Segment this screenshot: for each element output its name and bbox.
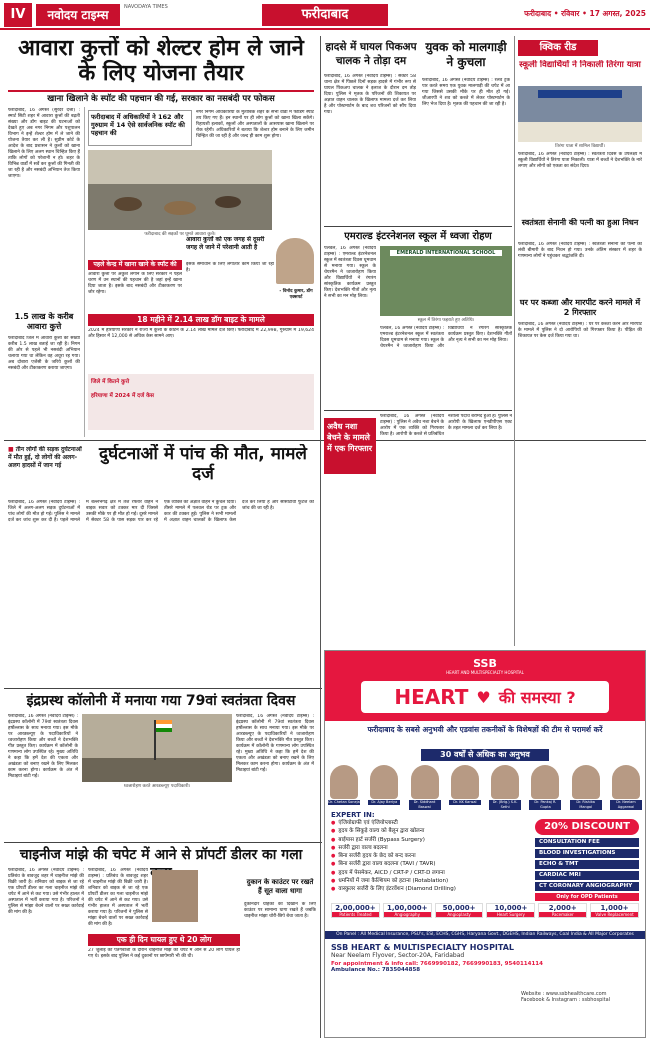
students-illustration xyxy=(518,86,642,142)
quick-read-body: फरीदाबाद, 16 अगस्त (नवोदय टाइम्स) : स्वतंत्रता दिवस के उपलक्ष्य में स्कूली विद्यार्थियों ने तिरंगा यात्रा निकाली। यात्रा में बच्चों ने देशभक्ति के नारे लगाए और लोगों को एकता का संदेश दिया। xyxy=(518,152,642,169)
stat-value: 10,000+ xyxy=(494,904,528,912)
doctor-name: Dr. (Brig.) S.K. Sethi xyxy=(489,800,521,810)
ad-phone[interactable]: For appointment & info call: 7669990182, 7669990183, 9540114114 xyxy=(331,961,543,967)
story7-headline: एमराल्ड इंटरनेशनल स्कूल में ध्वजा रोहण xyxy=(344,231,492,242)
lead-photo-caption: फरीदाबाद की सड़कों पर घूमते आवारा कुत्ते। xyxy=(144,232,216,237)
ad-experience: 30 वर्षों से अधिक का अनुभव xyxy=(421,749,549,761)
quick-read-label: क्विक रीड xyxy=(518,40,598,56)
ad-expert-label: EXPERT IN: xyxy=(331,811,375,819)
doctor-card xyxy=(611,765,641,810)
story4-box-title: दुकान के काउंटर पर रखते हैं सूत वाला धागा xyxy=(246,878,314,895)
doctor-card xyxy=(530,765,560,810)
expertise-item: ● सर्जरी द्वारा वाल्व बदलना xyxy=(331,844,531,852)
doctor-photo xyxy=(531,765,559,799)
story2-headline: दुर्घटनाओं में पांच की मौत, मामले दर्ज xyxy=(99,444,307,484)
stat-card xyxy=(331,903,380,918)
story4-body: फरीदाबाद, 16 अगस्त (नवोदय टाइम्स) : प्रतिबंध के बावजूद शहर में चाइनीज मांझे की बिक्री जारी है। शनिवार को बाइक से जा रहे एक प्रॉपर्टी डीलर का गला चाइनीज मांझे की चपेट में आने से कट गया। उसे गंभीर हालत में अस्पताल में भर्ती कराया गया है। परिजनों ने पुलिस से मांझा बेचने वालों पर सख्त कार्रवाई की मांग की है। xyxy=(8,868,84,915)
story7-body-2: पलवल, 16 अगस्त (नवोदय टाइम्स) : एमराल्ड इंटरनेशनल स्कूल में स्वतंत्रता दिवस धूमधाम से मनाया गया। स्कूल के चेयरमैन ने ध्वजारोहण किया और विद्यार्थियों ने रंगारंग सांस्कृतिक कार्यक्रम प्रस्तुत किए। देशभक्ति गीतों और नृत्य ने सभी का मन मोह लिया। xyxy=(380,326,512,349)
ad-doctors xyxy=(325,765,645,810)
ad-brand: SSB xyxy=(473,657,497,670)
stat-value: 2,000+ xyxy=(548,904,577,912)
story3-photo xyxy=(82,714,232,782)
ad-expertise xyxy=(331,811,531,894)
ad-heart: HEART xyxy=(394,685,469,709)
stats-note-2: हरियाणा में 2024 में दर्ज केस xyxy=(91,393,155,399)
ad-stats xyxy=(331,903,639,918)
flag-hoisting-illustration xyxy=(82,714,232,782)
stat-label: Patients Treated xyxy=(332,912,379,917)
stat-card xyxy=(383,903,432,918)
divider xyxy=(84,107,85,437)
quick-read-body-3: फरीदाबाद, 16 अगस्त (नवोदय टाइम्स) : घर पर कब्जा करने और मारपीट के मामले में पुलिस ने दो आरोपियों को गिरफ्तार किया है। पीड़ित की शिकायत पर केस दर्ज किया गया था। xyxy=(518,322,642,339)
stat-label: Heart Surgery xyxy=(487,912,534,917)
discount-item: CT CORONARY ANGIOGRAPHY xyxy=(535,882,639,891)
story6-headline: युवक को मालगाड़ी ने कुचला xyxy=(425,40,507,69)
ad-discount-note: Only for OPD Patients xyxy=(535,893,639,901)
doctor-photo xyxy=(330,765,358,799)
story2-bullet-text: तीन लोगों की सड़क दुर्घटनाओं में मौत हुई, दो लोगों की अलग-अलग हादसों में जान गई xyxy=(8,446,82,469)
red-para-1: आवारा कुत्तों पर अंकुश लगाने के लिए सरकार ने पहले चरण में उन स्थानों की पहचान की है जहां इन्हें खाना दिया जाता है। इसके बाद नसबंदी और टीकाकरण पर जोर रहेगा। xyxy=(88,272,182,295)
lead-photo-dogs xyxy=(88,150,272,230)
stat-card xyxy=(435,903,484,918)
doctor-card xyxy=(369,765,399,810)
doctor-photo xyxy=(451,765,479,799)
stat-value: 50,000+ xyxy=(442,904,476,912)
ad-discount xyxy=(535,819,639,901)
discount-item: CARDIAC MRI xyxy=(535,871,639,880)
red-bar-2: 18 महीने में 2.14 लाख डॉग बाइट के मामले xyxy=(88,314,314,326)
quick-read-body-2: फरीदाबाद, 16 अगस्त (नवोदय टाइम्स) : स्वतंत्रता सेनानी की पत्नी का लंबी बीमारी के बाद निधन हो गया। उनके अंतिम संस्कार में शहर के गणमान्य लोगों ने पहुंचकर श्रद्धांजलि दी। xyxy=(518,242,642,259)
ad-discount-title: 20% DISCOUNT xyxy=(535,819,639,835)
stat-value: 2,00,000+ xyxy=(335,904,376,912)
doctor-card xyxy=(490,765,520,810)
divider xyxy=(320,36,321,1038)
story7-caption: स्कूल में तिरंगा फहराते हुए अतिथि। xyxy=(417,318,475,323)
ad-web-block xyxy=(521,991,641,1003)
story3-body-2: फरीदाबाद, 16 अगस्त (नवोदय टाइम्स) : इंद्रप्रस्थ कॉलोनी में 79वां स्वतंत्रता दिवस हर्षोल्लास के साथ मनाया गया। इस मौके पर आरडब्ल्यूए के पदाधिकारियों ने ध्वजारोहण किया और बच्चों ने देशभक्ति गीत प्रस्तुत किए। कार्यक्रम में कॉलोनी के गणमान्य लोग उपस्थित रहे। मुख्य अतिथि ने कहा कि हमें देश की एकता और अखंडता को बनाए रखने के लिए मिलकर काम करना होगा। कार्यक्रम के अंत में मिठाइयां बांटी गईं। xyxy=(236,714,314,773)
story4-red-bar: एक ही दिन घायल हुए थे 20 लोग xyxy=(88,934,240,946)
divider xyxy=(4,842,322,843)
dateline: फरीदाबाद • रविवार • 17 अगस्त, 2025 xyxy=(524,9,646,18)
lead-headline: आवारा कुत्तों को शेल्टर होम ले जाने के लिए योजना तैयार xyxy=(18,36,304,86)
ad-heart-question: की समस्या ? xyxy=(498,688,576,707)
story3-photo-caption: ध्वजारोहण करते आरडब्ल्यूए पदाधिकारी। xyxy=(123,784,191,789)
stat-card xyxy=(538,903,587,918)
masthead xyxy=(0,0,650,30)
doctor-photo xyxy=(370,765,398,799)
ad-tagline: फरीदाबाद के सबसे अनुभवी और एडवांस तकनीकों के विशेषज्ञों की टीम से परामर्श करें xyxy=(367,725,603,734)
discount-item: BLOOD INVESTIGATIONS xyxy=(535,849,639,858)
quick-read-photo xyxy=(518,86,642,142)
red-para-2: 2024 में हरियाणा सरकार ने राज्य में कुत्तों के काटने के 2.14 लाख मामले दर्ज किए। फरीदाबाद में 22,998, गुरुग्राम में 19,624 और हिसार में 12,000 से अधिक केस सामने आए। xyxy=(88,328,314,339)
story2-bullet xyxy=(8,446,84,470)
divider xyxy=(4,688,322,689)
divider xyxy=(324,226,512,227)
expertise-item: ● एंजियोग्राफी एवं एंजियोप्लास्टी xyxy=(331,819,531,827)
stat-label: Angioplasty xyxy=(436,912,483,917)
divider xyxy=(324,410,512,411)
box-text: फरीदाबाद जिले में आवारा कुत्तों की संख्या करीब 1.5 लाख बताई जा रही है। निगम की ओर से पहले भी नसबंदी अभियान चलाया गया था लेकिन वह अधूरा रह गया। अब दोबारा एजेंसी के जरिये कुत्तों की नसबंदी और टीकाकरण कराया जाएगा। xyxy=(8,336,80,371)
doctor-name: Dr. KK Kansal xyxy=(449,800,481,805)
quick-read-caption: तिरंगा यात्रा में शामिल विद्यार्थी। xyxy=(555,144,605,149)
stat-label: Pacemaker xyxy=(539,912,586,917)
stat-value: 1,000+ xyxy=(600,904,629,912)
story3-body: फरीदाबाद, 16 अगस्त (नवोदय टाइम्स) : इंद्रप्रस्थ कॉलोनी में 79वां स्वतंत्रता दिवस हर्षोल्लास के साथ मनाया गया। इस मौके पर आरडब्ल्यूए के पदाधिकारियों ने ध्वजारोहण किया और बच्चों ने देशभक्ति गीत प्रस्तुत किए। कार्यक्रम में कॉलोनी के गणमान्य लोग उपस्थित रहे। मुख्य अतिथि ने कहा कि हमें देश की एकता और अखंडता को बनाए रखने के लिए मिलकर काम करना होगा। कार्यक्रम के अंत में मिठाइयां बांटी गईं। xyxy=(8,714,78,779)
doctor-photo xyxy=(411,765,439,799)
story4-box-text: दुकानदार ग्राहकों को दिखाने के लिए काउंटर पर सामान्य धागा रखते हैं जबकि चाइनीज मांझा चोरी-छिपे बेचा जाता है। xyxy=(244,902,316,919)
story8-body: फरीदाबाद, 16 अगस्त (नवोदय टाइम्स) : पुलिस ने अवैध नशा बेचने के आरोप में एक व्यक्ति को गिरफ्तार किया है। आरोपी के कब्जे से प्रतिबंधित नशीला पदार्थ बरामद हुआ है। पुलिस ने आरोपी के खिलाफ एनडीपीएस एक्ट के तहत मामला दर्ज कर लिया है। xyxy=(380,414,512,437)
ad-discount-list xyxy=(535,838,639,891)
expertise-item: ● बिना सर्जरी हृदय के छेद को बन्द करना xyxy=(331,852,531,860)
ad-expertise-list xyxy=(331,819,531,894)
doctor-card xyxy=(329,765,359,810)
expertise-item: ● हृदय में पेसमेकर, AICD / CRT-P / CRT-D लगाना xyxy=(331,869,531,877)
doctor-name: Dr. Ajay Beriya xyxy=(368,800,400,805)
story7-body: पलवल, 16 अगस्त (नवोदय टाइम्स) : एमराल्ड इंटरनेशनल स्कूल में स्वतंत्रता दिवस धूमधाम से मनाया गया। स्कूल के चेयरमैन ने ध्वजारोहण किया और विद्यार्थियों ने रंगारंग सांस्कृतिक कार्यक्रम प्रस्तुत किए। देशभक्ति गीतों और नृत्य ने सभी का मन मोह लिया। xyxy=(324,246,376,299)
divider xyxy=(8,90,314,92)
doctor-card xyxy=(571,765,601,810)
doctor-name: Dr. Rishika Mangal xyxy=(570,800,602,810)
story7-photo xyxy=(380,246,512,316)
expertise-item: ● बिना सर्जरी द्वारा वाल्व बदलना (TAVI / TAVR) xyxy=(331,860,531,868)
stat-card xyxy=(590,903,639,918)
story4-body-2: फरीदाबाद, 16 अगस्त (नवोदय टाइम्स) : प्रतिबंध के बावजूद शहर में चाइनीज मांझे की बिक्री जारी है। शनिवार को बाइक से जा रहे एक प्रॉपर्टी डीलर का गला चाइनीज मांझे की चपेट में आने से कट गया। उसे गंभीर हालत में अस्पताल में भर्ती कराया गया है। परिजनों ने पुलिस से मांझा बेचने वालों पर सख्त कार्रवाई की मांग की है। xyxy=(88,868,148,927)
expertise-item: ● वास्कुलर सर्जरी के लिए इंटरवेंशन (Diamond Drilling) xyxy=(331,885,531,893)
bullet-icon: ■ xyxy=(8,446,16,453)
stat-card xyxy=(486,903,535,918)
ad-address-name: SSB HEART & MULTISPECIALTY HOSPITAL xyxy=(331,943,515,952)
red-bar-1: पहले केन्द्र में खाना खाने के स्पॉट की xyxy=(88,260,182,270)
stats-note: जिले में कितने कुत्ते xyxy=(91,379,130,385)
story5-body: फरीदाबाद, 16 अगस्त (नवोदय टाइम्स) : सेक्टर 58 थाना क्षेत्र में पिछले दिनों सड़क हादसे में गंभीर रूप से घायल पिकअप चालक ने इलाज के दौरान दम तोड़ दिया। पुलिस ने मृतक के परिजनों की शिकायत पर अज्ञात वाहन चालक के खिलाफ मामला दर्ज कर लिया है और पोस्टमार्टम के बाद शव परिजनों को सौंप दिया गया। xyxy=(324,74,416,115)
paper-tagline: NAVODAYA TIMES xyxy=(124,4,168,10)
stats-panel xyxy=(88,374,314,430)
doctor-name: Dr. Neelam Aggarwal xyxy=(610,800,642,810)
quote-name: - विनोद कुमार, डॉग एक्सपर्ट xyxy=(279,289,313,300)
quote-title: आवारा कुत्तों को एक जगह से दूसरी जगह ले जाने में परेशानी आती है xyxy=(186,236,265,251)
lead-side-text: फरीदाबाद, 16 अगस्त (सुरेंदर दत्ता) : स्मार्ट सिटी शहर में आवारा कुत्तों की बढ़ती संख्या और डॉग बाइट की घटनाओं को देखते हुए अब नगर निगम और पशुपालन विभाग ने इन्हें शेल्टर होम में ले जाने की योजना तैयार कर ली है। सुप्रीम कोर्ट के आदेश के बाद प्रशासन ने कुत्तों को खाना खिलाने के लिए अलग स्थान चिन्हित किए हैं ताकि लोगों को परेशानी न हो। शहर के विभिन्न वार्डों में सर्वे कर कुत्तों की गिनती की जा रही है और नसबंदी अभियान तेज किया जाएगा। xyxy=(8,108,80,179)
ad-heart-banner xyxy=(361,681,609,713)
story5-headline: हादसे में घायल पिकअप चालक ने तोड़ा दम xyxy=(325,41,417,67)
doctor-name: Dr. Pankaj R. Gupta xyxy=(529,800,561,810)
story4-headline: चाइनीज मांझे की चपेट में आने से प्रॉपर्टी डीलर का गला xyxy=(19,847,303,863)
quick-read-h3: घर पर कब्जा और मारपीट करने मामले में 2 गिरफ्तार xyxy=(519,298,641,317)
doctor-card xyxy=(410,765,440,810)
story3-headline: इंद्रप्रस्थ कॉलोनी में मनाया गया 79वां स्वतंत्रता दिवस xyxy=(26,693,296,709)
story8-box: अवैध नशा बेचने के मामले में एक गिरफ्तार xyxy=(324,418,376,474)
hospital-ad[interactable] xyxy=(324,650,646,1038)
story4-red-para: 27 जुलाई को पतंगबाजी के दौरान चाइनीज मांझे की चपेट में आने से 20 लोग घायल हो गए थे। इसके बाद पुलिस ने कई दुकानों पर छापेमारी भी की थी। xyxy=(88,948,240,959)
quote-photo xyxy=(276,238,314,284)
page-number: IV xyxy=(4,3,32,27)
lead-subheadline: खाना खिलाने के स्पॉट की पहचान की गई, सरकार का नसबंदी पर फोकस xyxy=(47,94,275,104)
ad-ambulance[interactable]: Ambulance No.: 7835044858 xyxy=(331,967,421,973)
doctor-name: Dr. Chetan Soneja xyxy=(328,800,360,804)
quick-read-headline: स्कूली विद्यार्थियों ने निकाली तिरंगा यात्रा xyxy=(519,60,641,70)
discount-item: CONSULTATION FEE xyxy=(535,838,639,847)
ad-address: Near Neelam Flyover, Sector-20A, Faridabad xyxy=(331,952,465,959)
highlight-box: फरीदाबाद में अधिकारियों ने 162 और गुरुग्राम में 14 ऐसे सार्वजनिक स्पॉट की पहचान की xyxy=(88,110,192,146)
doctor-photo xyxy=(572,765,600,799)
story2-body: फरीदाबाद, 16 अगस्त (नवोदय टाइम्स) : जिले में अलग-अलग सड़क दुर्घटनाओं में पांच लोगों की मौत हो गई। पुलिस ने मामले दर्ज कर जांच शुरू कर दी है। पहले मामले में बल्लभगढ़ क्षेत्र में तेज रफ्तार वाहन ने बाइक सवार को टक्कर मार दी जिससे उसकी मौके पर ही मौत हो गई। दूसरे मामले में सेक्टर 58 के पास सड़क पार कर रहे एक व्यक्ति को अज्ञात वाहन ने कुचल दिया। तीसरे मामले में पलवल रोड पर ट्रक और कार की टक्कर हुई। पुलिस ने सभी मामलों में अज्ञात वाहन चालकों के खिलाफ केस दर्ज कर लिया है और सीसीटीवी फुटेज की जांच की जा रही है। xyxy=(8,500,314,523)
quote-text: इसके समाधान के लिए लगातार काम किया जा रहा है। xyxy=(186,262,274,273)
doctor-card xyxy=(450,765,480,810)
expertise-item: ● हृदय के सिकुड़े वाल्व को बैलून द्वारा खोलना xyxy=(331,827,531,835)
discount-item: ECHO & TMT xyxy=(535,860,639,869)
lead-body: नगर निगम अधिकारियों के मुताबिक शहर के सभी वार्डों में फीडिंग स्पॉट तय किए गए हैं। इन स्थानों पर ही लोग कुत्तों को खाना खिला सकेंगे। रिहायशी इलाकों, स्कूलों और अस्पतालों के आसपास खाना खिलाने पर रोक रहेगी। अधिकारियों ने बताया कि शेल्टर होम बनाने के लिए जमीन चिन्हित की जा रही है और जल्द ही काम शुरू होगा। xyxy=(196,110,314,139)
ad-brand-block xyxy=(443,657,527,675)
school-banner: EMERALD INTERNATIONAL SCHOOL xyxy=(390,250,502,256)
ad-website[interactable]: Website : www.ssbhealthcare.com xyxy=(521,991,607,997)
stat-label: Valve Replacement xyxy=(591,912,638,917)
stat-value: 1,00,000+ xyxy=(387,904,428,912)
paper-logo: नवोदय टाइम्स xyxy=(36,4,120,26)
ad-panel-note: On Panel : All Medical Insurance, PSU's, ESI, ECHS, CGHS, Haryana Govt., DGEHS, Indian Railways, Coal India & All Major Corporates xyxy=(325,931,645,939)
expertise-item: ● धमनियों में जमा कैल्शियम को हटाना (Rotablation) xyxy=(331,877,531,885)
doctor-name: Dr. Siddhant Baswal xyxy=(409,800,441,810)
city-label: फरीदाबाद xyxy=(262,4,388,26)
doctor-photo xyxy=(491,765,519,799)
ad-social[interactable]: Facebook & Instagram : ssbhospital xyxy=(521,997,611,1003)
ad-address-block xyxy=(331,943,639,973)
ad-brand-sub: HEART AND MULTISPECIALTY HOSPITAL xyxy=(446,670,524,675)
heart-icon: ♥ xyxy=(476,687,491,707)
quick-read-h2: स्वतंत्रता सेनानी की पत्नी का हुआ निधन xyxy=(521,218,639,227)
doctor-photo xyxy=(612,765,640,799)
box-title: 1.5 लाख के करीब आवारा कुत्ते xyxy=(14,312,74,331)
stat-label: Angiography xyxy=(384,912,431,917)
dogs-illustration xyxy=(88,150,272,230)
story4-photo xyxy=(152,870,198,922)
story6-body: फरीदाबाद, 16 अगस्त (नवोदय टाइम्स) : रेलवे ट्रैक पार करते समय एक युवक मालगाड़ी की चपेट में आ गया जिससे उसकी मौके पर ही मौत हो गई। जीआरपी ने शव को कब्जे में लेकर पोस्टमार्टम के लिए भेज दिया है। मृतक की पहचान की जा रही है। xyxy=(422,78,510,107)
expertise-item: ● बाईपास हार्ट सर्जरी (Bypass Surgery) xyxy=(331,836,531,844)
